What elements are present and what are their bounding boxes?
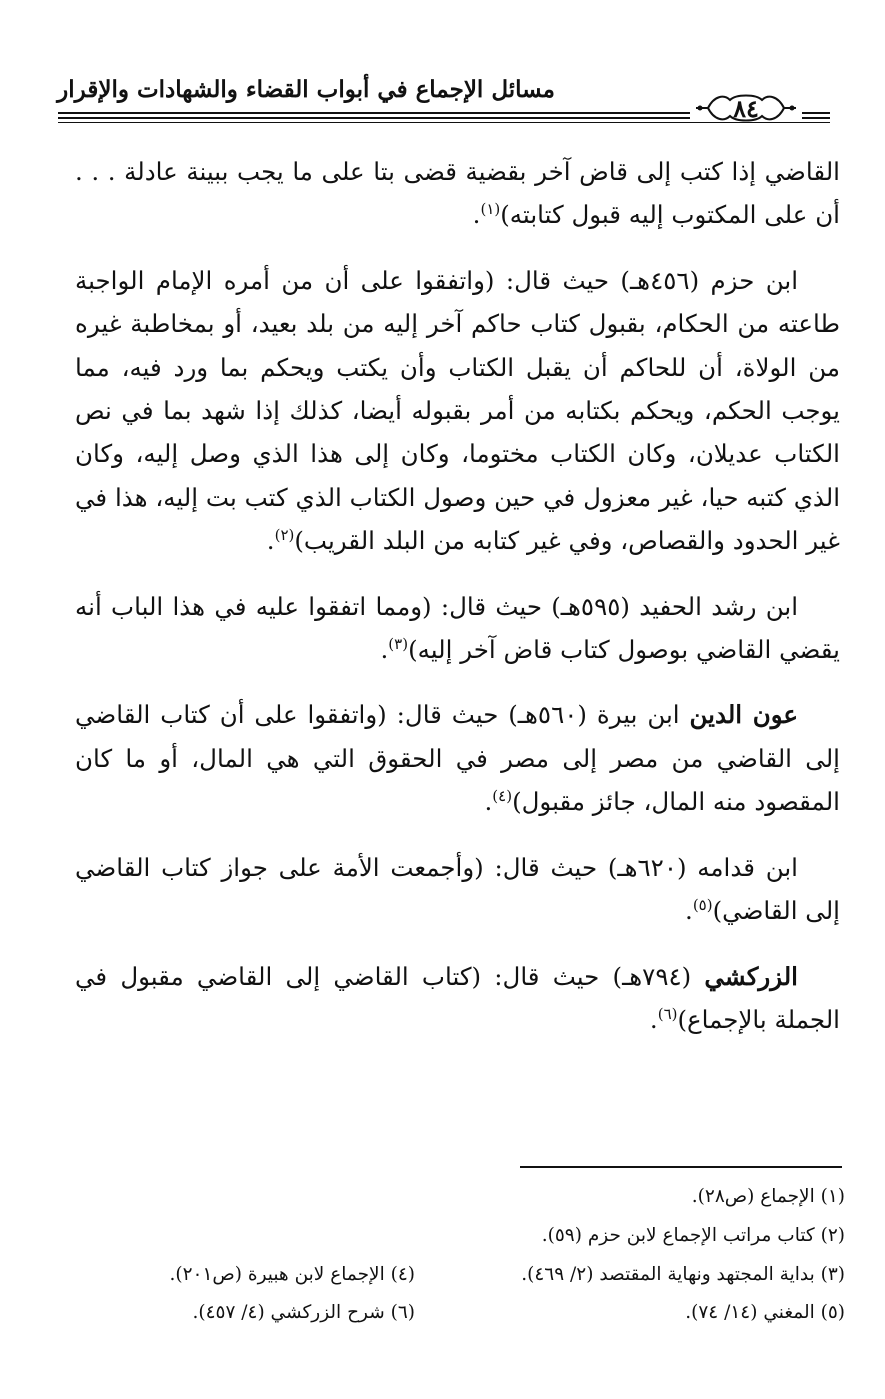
paragraph: القاضي إذا كتب إلى قاض آخر بقضية قضى بتا على ما يجب ببينة عادلة . . . أن على المكتوب إليه قبول كتابته)$^{(١)}$.	[75, 157, 840, 230]
bold-name: الزركشي	[704, 961, 798, 991]
page-number-badge	[690, 90, 802, 126]
footnote-ref: (٣)	[388, 634, 409, 653]
footnote-ref: (١)	[480, 200, 501, 219]
paragraph: ابن قدامه (٦٢٠هـ) حيث قال: (وأجمعت الأمة على جواز كتاب القاضي إلى القاضي)$^{(٥)}$.	[75, 852, 840, 926]
footnote-6: (٦) شرح الزركشي (٤/ ٤٥٧).	[192, 1302, 415, 1323]
footnote-ref: (٦)	[657, 1004, 678, 1023]
footnote-ref: (٢)	[274, 526, 295, 545]
footnote-3: (٣) بداية المجتهد ونهاية المقتصد (٢/ ٤٦٩).	[521, 1264, 845, 1285]
footnote-1: (١) الإجماع (ص٢٨).	[691, 1186, 845, 1207]
running-header-title: مسائل الإجماع في أبواب القضاء والشهادات والإقرار	[57, 76, 555, 103]
paragraph: عون الدين ابن بيرة (٥٦٠هـ) حيث قال: (واتفقوا على أن كتاب القاضي إلى القاضي من مصر إلى مصر في الحقوق التي هي المال، أو ما كان المقصود منه المال، جائز مقبول)$^{(٤)}$.	[75, 700, 840, 817]
footnote-5: (٥) المغني (١٤/ ٧٤).	[685, 1302, 845, 1323]
paragraph: ابن رشد الحفيد (٥٩٥هـ) حيث قال: (ومما اتفقوا عليه في هذا الباب أنه يقضي القاضي بوصول كتاب قاض آخر إليه)$^{(٣)}$.	[75, 591, 840, 665]
paragraph: الزركشي (٧٩٤هـ) حيث قال: (كتاب القاضي إلى القاضي مقبول في الجملة بالإجماع)$^{(٦)}$.	[75, 961, 840, 1034]
footnote-ref: (٥)	[692, 895, 713, 914]
footnote-4: (٤) الإجماع لابن هبيرة (ص٢٠١).	[169, 1264, 415, 1285]
page-number: ٨٤	[733, 94, 759, 123]
body-text	[75, 150, 840, 1063]
footnote-ref: (٤)	[492, 787, 513, 806]
footnote-separator	[520, 1166, 842, 1168]
bold-name: عون الدين	[689, 700, 799, 730]
footnote-2: (٢) كتاب مراتب الإجماع لابن حزم (٥٩).	[541, 1225, 845, 1246]
paragraph: ابن حزم (٤٥٦هـ) حيث قال: (واتفقوا على أن من أمره الإمام الواجبة طاعته من الحكام، بقبول كتاب حاكم آخر إليه من بلد بعيد، أو بمخاطبة غيره من الولاة، أن للحاكم أن يقبل الكتاب وأن يكتب ويحكم بما ورد فيه، مما يوجب الحكم، ويحكم بكتابه من أمر بقبوله أيضا، كذلك إذا شهد بما في نص الكتاب عديلان، وكان الكتاب مختوما، وكان إلى هذا الذي وصل إليه، وكان الذي كتبه حيا، غير معزول في حين وصول الكتاب الذي كتب بت إليه، هذا في غير الحدود والقصاص، وفي غير كتابه من البلد القريب)$^{(٢)}$.	[75, 265, 840, 556]
